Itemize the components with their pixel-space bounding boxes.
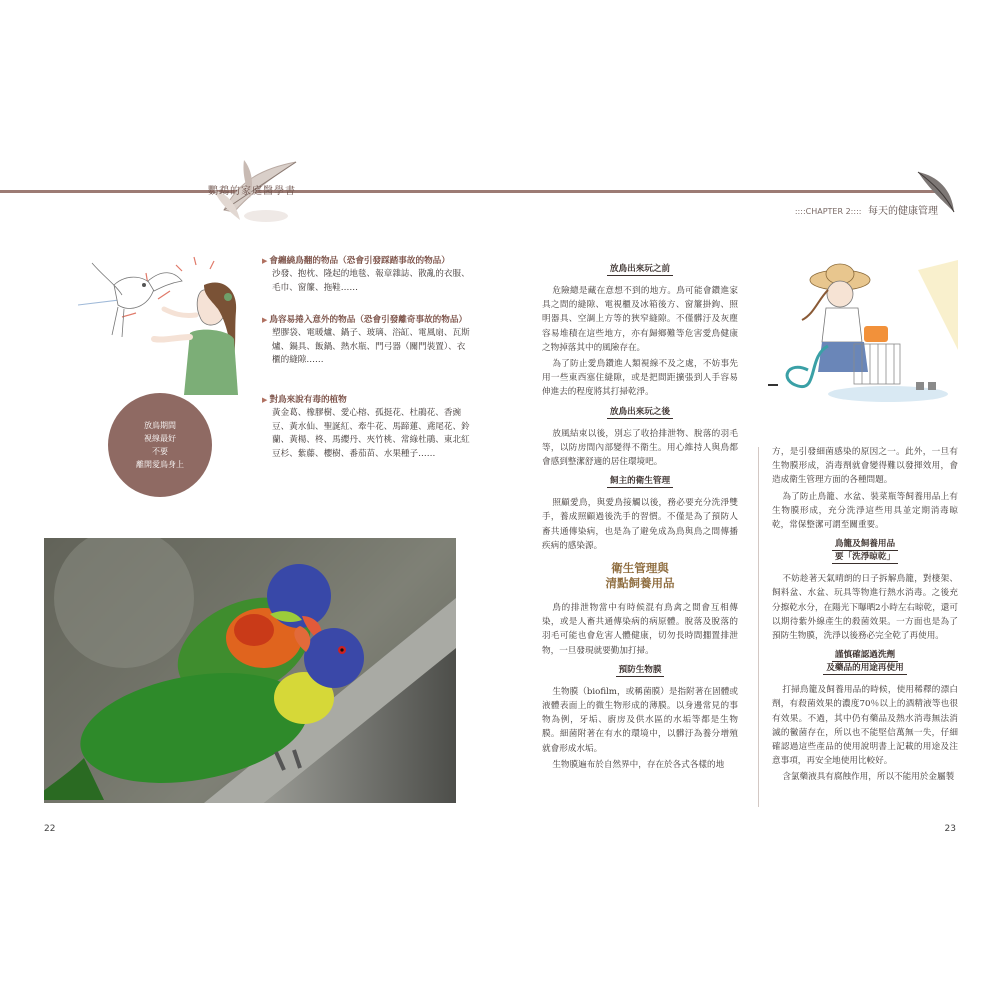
subheading-line: 放鳥出來玩之前: [607, 264, 673, 276]
caution-bubble-text: 放鳥期間 視線最好 不要 離開愛鳥身上: [136, 421, 184, 469]
section-subheading: [542, 263, 738, 276]
body-paragraph: 生物膜（biofilm，或稱菌膜）是指附著在固體或液體表面上的微生物形成的薄膜。以身邊常見的事物為例，牙垢、廚房及供水區的水垢等都是生物膜。細菌附著在有水的環境中，以髒汙為養分增殖就會形成水垢。: [542, 686, 738, 754]
body-paragraph: 生物膜遍布於自然界中，存在於各式各樣的地: [552, 759, 725, 770]
hazard-list-heading: ▶ 對鳥來說有毒的植物: [262, 394, 472, 407]
subheading-line: 預防生物膜: [616, 665, 665, 677]
text-column-1: [542, 257, 738, 774]
body-paragraph: 方，是引發細菌感染的原因之一。此外，一旦有生物膜形成，消毒劑就會變得難以發揮效用，會造成衛生管理方面的各種問題。: [772, 447, 958, 486]
subheading-line: 及藥品的用途再使用: [823, 663, 906, 675]
hazard-list-body: 黃金葛、橡膠樹、愛心榕、孤挺花、杜鵑花、香豌豆、黃水仙、聖誕紅、牽牛花、馬蹄蓮、鳶尾花、鈴蘭、黃楊、柊、馬纓丹、夾竹桃、常綠杜鵑、東北紅豆杉、紫藤、櫻樹、番茄苗、水果種子……: [272, 408, 470, 459]
body-paragraph: 不妨趁著天氣晴朗的日子拆解鳥籠，對棲架、飼料盆、水盆、玩具等物進行熱水消毒。之後充分擦乾水分，在陽光下曝晒2小時左右晾乾，還可以期待紫外線產生的殺菌效果。一方面也是為了預防生物膜，洗淨以後務必完全乾了再使用。: [772, 574, 958, 642]
chapter-heading: ::::CHAPTER 2:::: 每天的健康管理: [794, 206, 938, 217]
section-subheading: [542, 475, 738, 488]
subheading-line: 放鳥出來玩之後: [607, 407, 673, 419]
section-subheading: [542, 406, 738, 419]
body-paragraph: 含氯藥液具有腐蝕作用，所以不能用於金屬製: [782, 772, 955, 783]
text-column-2: [772, 445, 958, 787]
subheading-line: 謹慎確認過洗劑: [832, 650, 898, 662]
body-paragraph: 危險總是藏在意想不到的地方。鳥可能會鑽進家具之間的縫隙、電視櫃及冰箱後方、窗簾掛鉤、照明器具、空調上方等的狹窄縫隙。不僅髒汙及灰塵容易堆積在這些地方，亦有歸鄉難等危害愛鳥健康之物掉落其中的風險存在。: [542, 286, 738, 353]
subheading-line: 要「洗淨晾乾」: [832, 552, 898, 564]
page-number-left: 22: [44, 824, 56, 834]
hazard-list-heading: ▶ 鳥容易捲入意外的物品（恐會引發離奇事故的物品）: [262, 314, 472, 327]
body-paragraph: 照顧愛鳥，與愛鳥接觸以後，務必要充分洗淨雙手，養成照顧過後洗手的習慣。不僅是為了預防人畜共通傳染病，也是為了避免成為鳥與鳥之間傳播疾病的感染源。: [542, 498, 738, 551]
hazard-list-3: [262, 394, 472, 461]
subheading-line: 鳥籠及飼養用品: [832, 539, 898, 551]
hazard-list-body: 沙發、抱枕、隆起的地毯、報章雜誌、散亂的衣服、毛巾、窗簾、拖鞋……: [272, 269, 470, 293]
lorikeet-illustration: [44, 538, 456, 803]
caution-bubble: [108, 393, 212, 497]
section-subheading: [542, 664, 738, 677]
girl-bird-illustration: [78, 255, 248, 395]
hazard-list-heading: ▶ 會纏繞鳥翻的物品（恐會引發踩踏事故的物品）: [262, 255, 472, 268]
chapter-label: CHAPTER 2: [805, 207, 851, 216]
section-subheading: [772, 538, 958, 564]
book-title: 鸚鵡的家庭醫學書: [208, 186, 296, 197]
subheading-line: 飼主的衛生管理: [607, 476, 673, 488]
body-paragraph: 打掃鳥籠及飼養用品的時候，使用稀釋的漂白劑，有殺菌效果的濃度70％以上的酒精液等也很有效果。不過，其中仍有藥品及熱水消毒無法消滅的黴菌存在，所以也不能堅信萬無一失，仔細確認過這些產品的使用說明書上記載的用途及注意事項，再安全地使用比較好。: [772, 685, 958, 767]
hazard-list-2: [262, 314, 472, 368]
header-rule-right: [500, 190, 940, 193]
lorikeet-photo: [44, 538, 456, 803]
section-title: 衛生管理與 清點飼養用品: [605, 561, 675, 591]
section-subheading: [772, 649, 958, 675]
chapter-title: 每天的健康管理: [868, 206, 938, 217]
column-divider: [758, 447, 759, 807]
hazard-list-1: [262, 255, 472, 295]
hazard-list-body: 塑膠袋、電暖爐、鍋子、玻璃、浴缸、電風扇、瓦斯爐、鍋具、飯鍋、熱水瓶、門弓器（關門裝置）、衣櫃的縫隙……: [272, 328, 470, 366]
body-paragraph: 鳥的排泄物當中有時候混有鳥禽之間會互相傳染，或是人畜共通傳染病的病原體。脫落及脫落的羽毛可能也會危害人體健康，切勿長時間擱置排泄物，一旦發現就要勤加打掃。: [542, 603, 738, 656]
body-paragraph: 為了防止愛鳥鑽進人類視線不及之處，不妨事先用一些東西塞住縫隙，或是把間距擴張到人手容易伸進去的程度將其打掃乾淨。: [542, 359, 738, 398]
body-paragraph: 放風結束以後，別忘了收拾排泄物、脫落的羽毛等，以防房間內部變得不衛生。用心維持人與鳥都會感到整潔舒適的居住環境吧。: [542, 428, 738, 468]
page-number-right: 23: [944, 824, 956, 834]
cleaning-illustration: [768, 260, 958, 410]
body-paragraph: 為了防止鳥籠、水盆、裝菜瓶等飼養用品上有生物膜形成，充分洗淨這些用具並定期消毒晾乾，常保整潔可謂至關重要。: [772, 491, 958, 531]
